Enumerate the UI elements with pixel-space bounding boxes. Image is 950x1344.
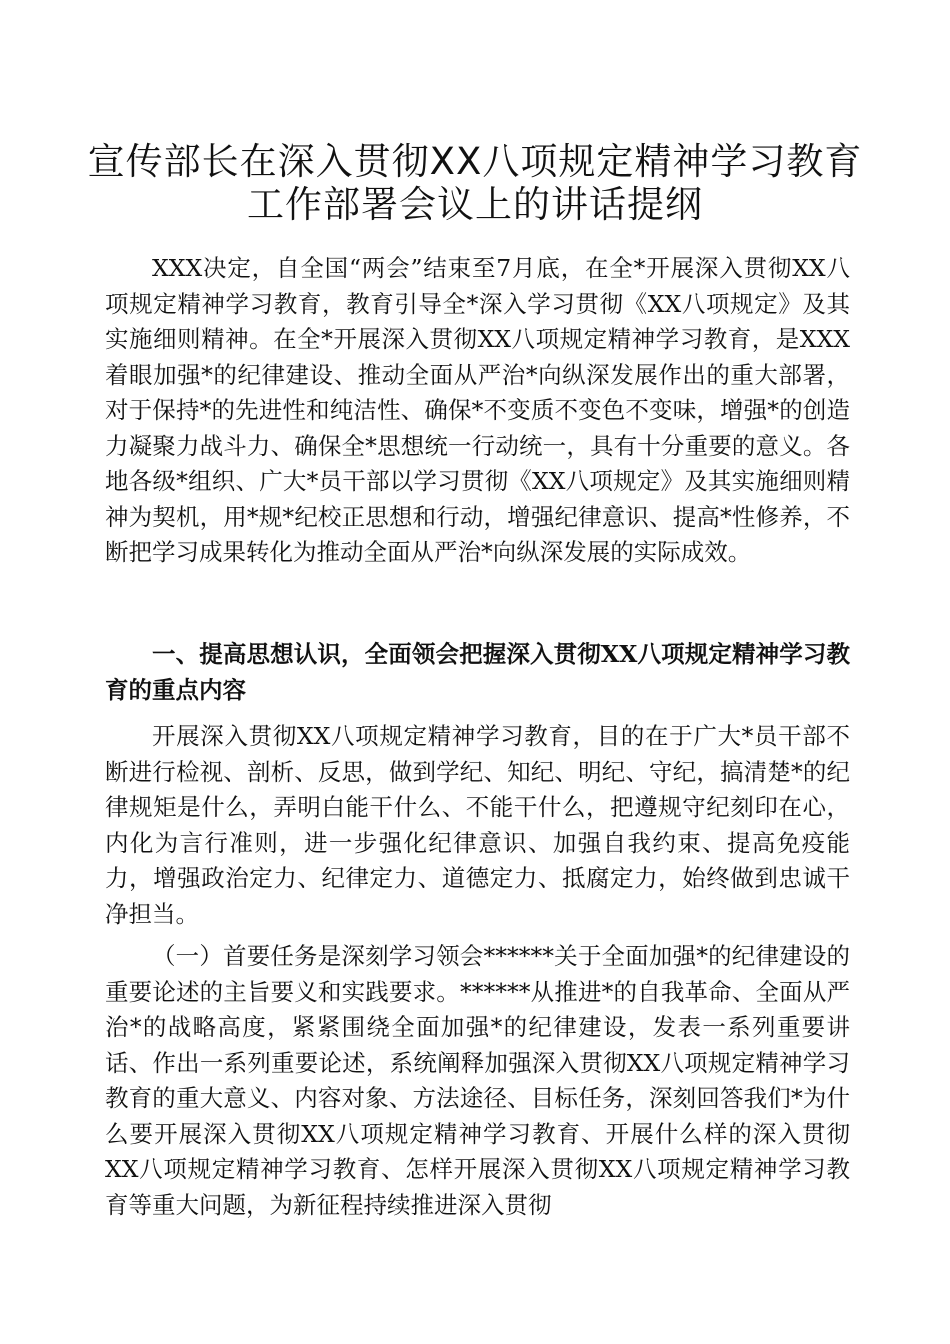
intro-paragraph: XXX决定，自全国“两会”结束至7月底，在全*开展深入贯彻XX八项规定精神学习教育，教育引导全*深入学习贯彻《XX八项规定》及其实施细则精神。在全*开展深入贯彻XX八项规定精神学习教育，是XXX着眼加强*的纪律建设、推动全面从严治*向纵深发展作出的重大部署，对于保持*的先进性和纯洁性、确保*不变质不变色不变味，增强*的创造力凝聚力战斗力、确保全*思想统一行动统一，具有十分重要的意义。各地各级*组织、广大*员干部以学习贯彻《XX八项规定》及其实施细则精神为契机，用*规*纪校正思想和行动，增强纪律意识、提高*性修养，不断把学习成果转化为推动全面从严治*向纵深发展的实际成效。 bbox=[105, 254, 850, 566]
document-title-line-1: 宣传部长在深入贯彻XX八项规定精神学习教育 bbox=[87, 140, 863, 183]
section-1-paragraph: 开展深入贯彻XX八项规定精神学习教育，目的在于广大*员干部不断进行检视、剖析、反思，做到学纪、知纪、明纪、守纪，搞清楚*的纪律规矩是什么，弄明白能干什么、不能干什么，把遵规守纪刻印在心，内化为言行准则，进一步强化纪律意识、加强自我约束、提高免疫能力，增强政治定力、纪律定力、道德定力、抵腐定力，始终做到忠诚干净担当。 bbox=[105, 722, 850, 928]
section-heading-1: 一、提高思想认识，全面领会把握深入贯彻XX八项规定精神学习教育的重点内容 bbox=[105, 640, 850, 704]
subsection-1-paragraph: （一）首要任务是深刻学习领会******关于全面加强*的纪律建设的重要论述的主旨要义和实践要求。******从推进*的自我革命、全面从严治*的战略高度，紧紧围绕全面加强*的纪律建设，发表一系列重要讲话、作出一系列重要论述，系统阐释加强深入贯彻XX八项规定精神学习教育的重大意义、内容对象、方法途径、目标任务，深刻回答我们*为什么要开展深入贯彻XX八项规定精神学习教育、开展什么样的深入贯彻XX八项规定精神学习教育、怎样开展深入贯彻XX八项规定精神学习教育等重大问题，为新征程持续推进深入贯彻 bbox=[105, 942, 850, 1219]
document-title-line-2: 工作部署会议上的讲话提纲 bbox=[247, 183, 703, 226]
